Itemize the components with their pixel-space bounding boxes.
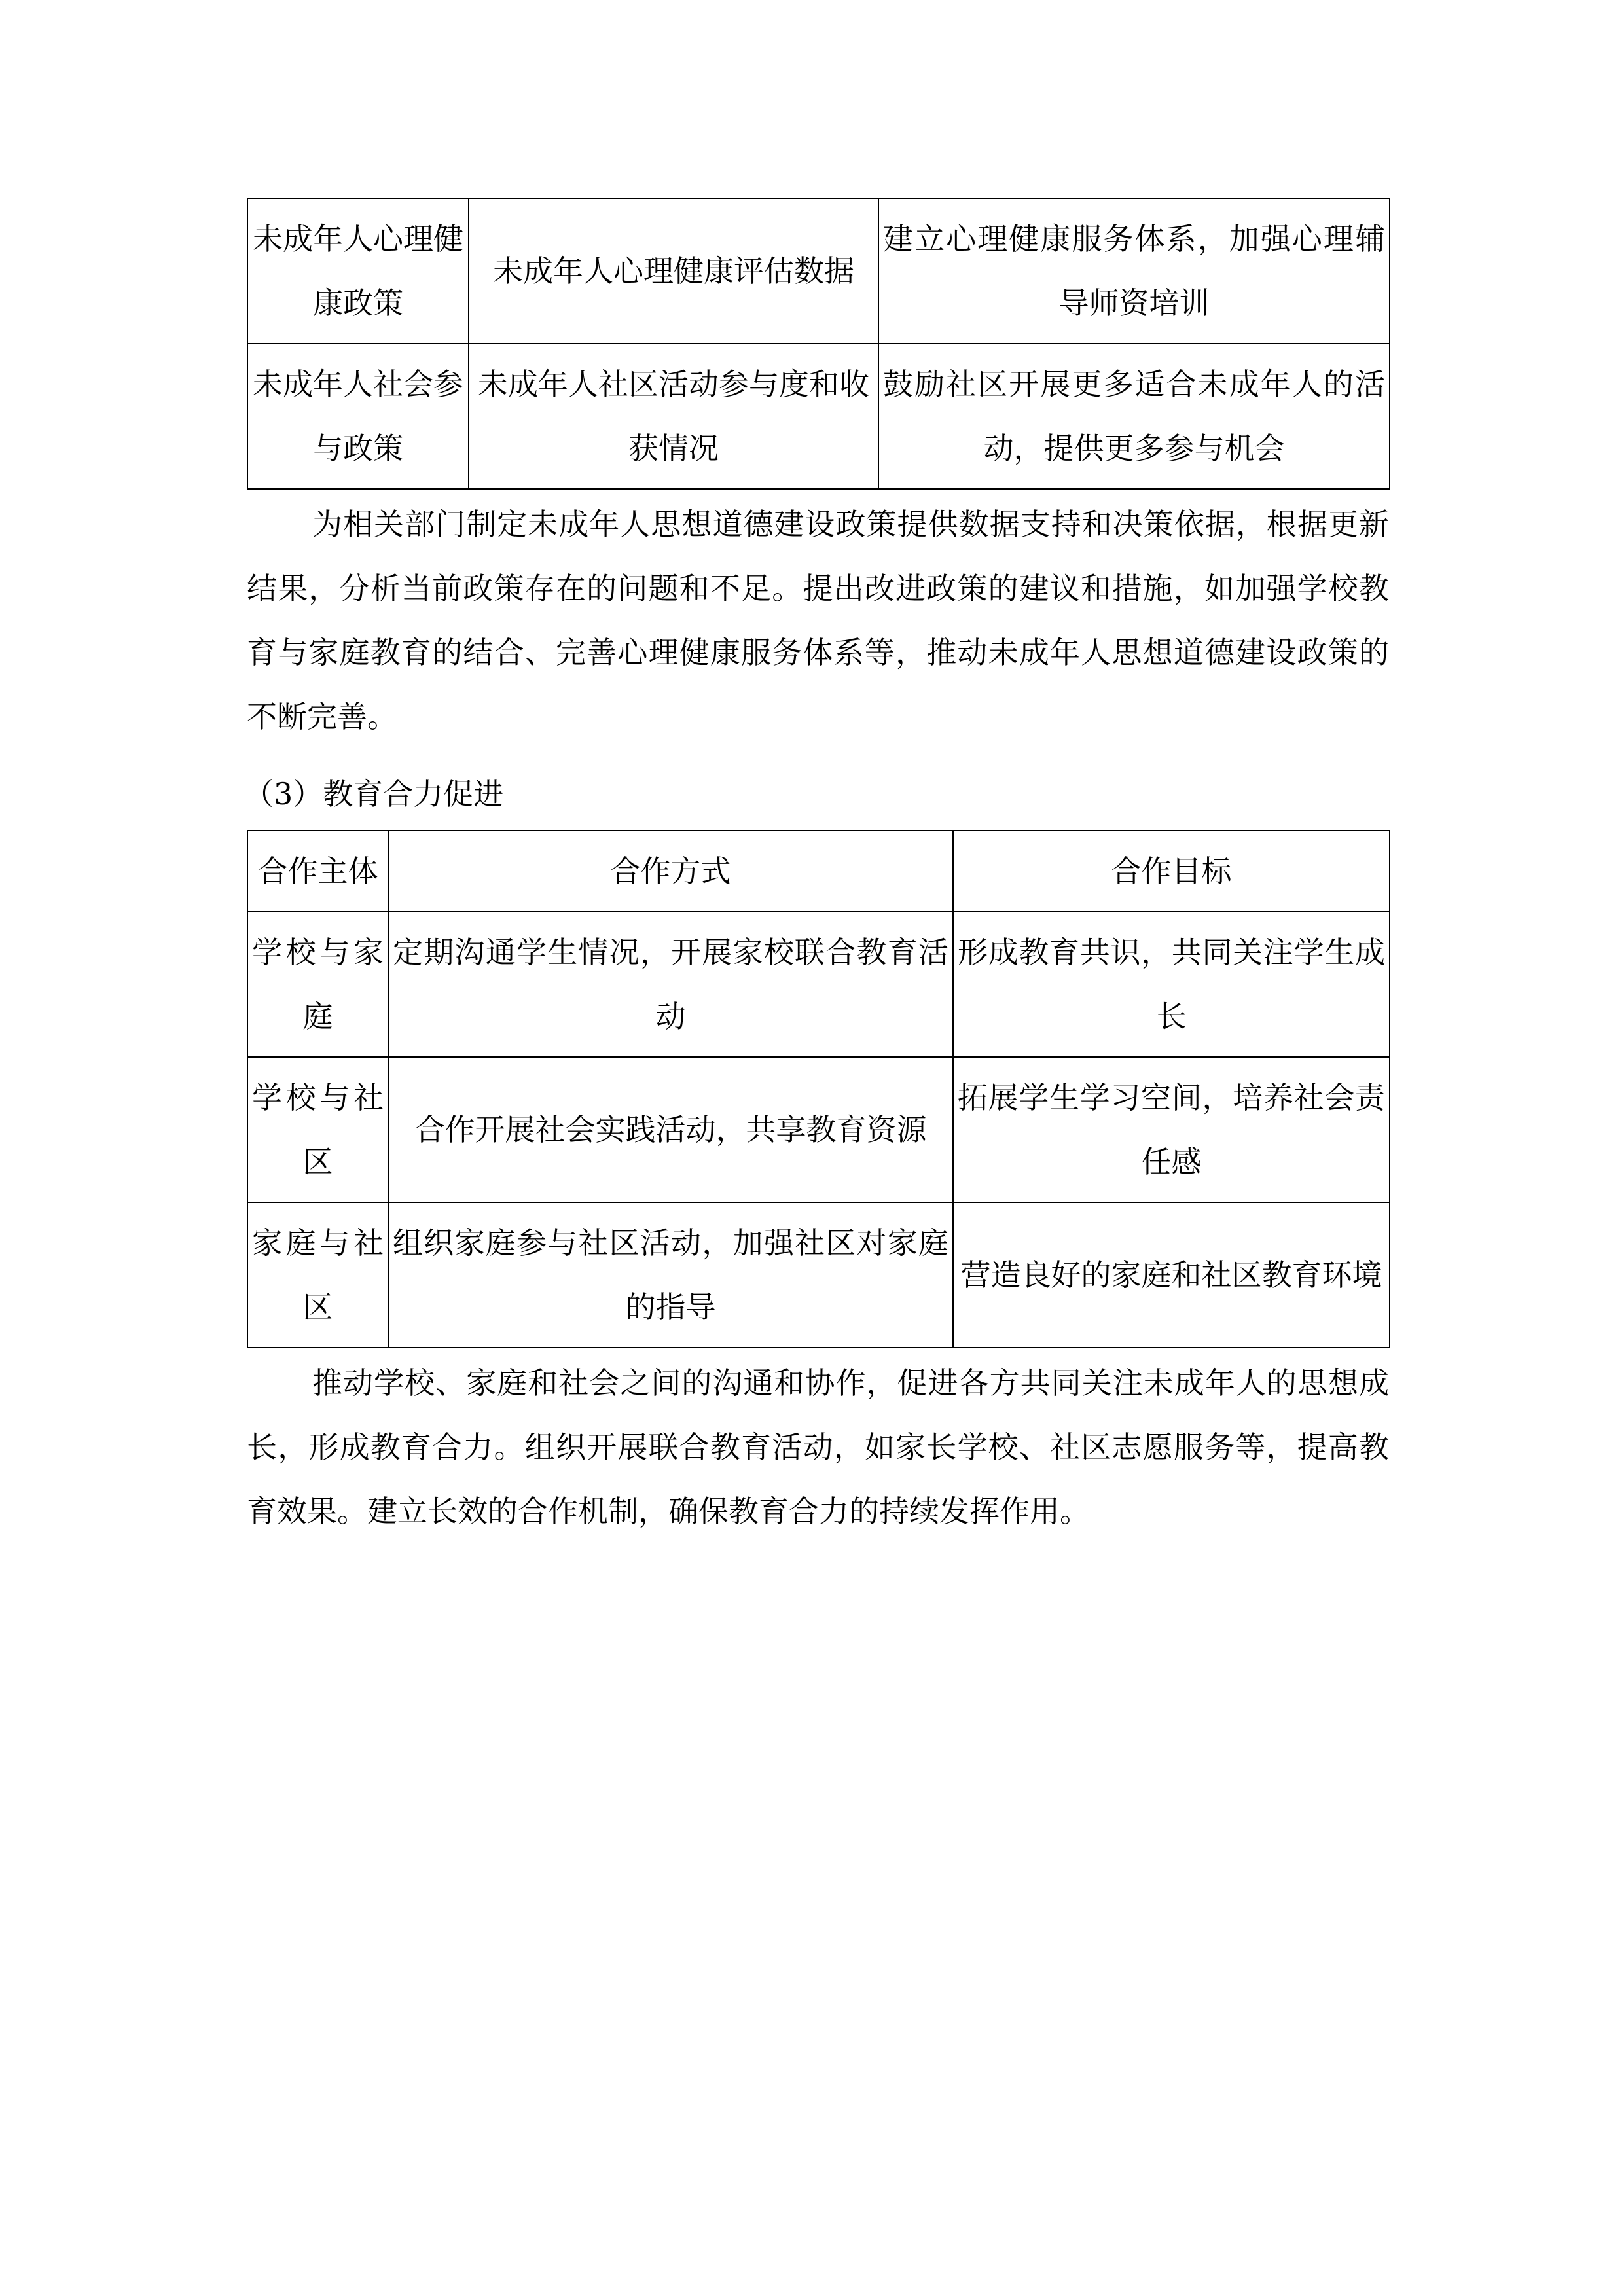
table-row (247, 344, 1390, 489)
policy-table (247, 198, 1390, 490)
table-row (247, 1057, 1390, 1202)
column-header-subject: 合作主体 (247, 831, 388, 912)
cooperation-subject-cell: 家庭与社区 (247, 1202, 388, 1348)
cooperation-subject-cell: 学校与家庭 (247, 912, 388, 1057)
cooperation-method-cell: 组织家庭参与社区活动，加强社区对家庭的指导 (388, 1202, 953, 1348)
column-header-method: 合作方式 (388, 831, 953, 912)
section-heading: （3）教育合力促进 (244, 776, 504, 812)
table-row (247, 198, 1390, 344)
cooperation-goal-cell: 形成教育共识，共同关注学生成长 (953, 912, 1390, 1057)
table-row (247, 1202, 1390, 1348)
policy-name-cell: 未成年人心理健康政策 (247, 198, 469, 344)
cooperation-goal-cell: 拓展学生学习空间，培养社会责任感 (953, 1057, 1390, 1202)
table-header-row (247, 831, 1390, 912)
cooperation-table (247, 830, 1390, 1348)
cooperation-subject-cell: 学校与社区 (247, 1057, 388, 1202)
column-header-goal: 合作目标 (953, 831, 1390, 912)
cooperation-method-cell: 合作开展社会实践活动，共享教育资源 (388, 1057, 953, 1202)
body-paragraph: 推动学校、家庭和社会之间的沟通和协作，促进各方共同关注未成年人的思想成长，形成教育合力。组织开展联合教育活动，如家长学校、社区志愿服务等，提高教育效果。建立长效的合作机制，确保教育合力的持续发挥作用。 (247, 1365, 1389, 1529)
table-row (247, 912, 1390, 1057)
policy-measure-cell: 鼓励社区开展更多适合未成年人的活动，提供更多参与机会 (878, 344, 1390, 489)
policy-name-cell: 未成年人社会参与政策 (247, 344, 469, 489)
cooperation-method-cell: 定期沟通学生情况，开展家校联合教育活动 (388, 912, 953, 1057)
cooperation-goal-cell: 营造良好的家庭和社区教育环境 (953, 1202, 1390, 1348)
body-paragraph: 为相关部门制定未成年人思想道德建设政策提供数据支持和决策依据，根据更新结果，分析当前政策存在的问题和不足。提出改进政策的建议和措施，如加强学校教育与家庭教育的结合、完善心理健康服务体系等，推动未成年人思想道德建设政策的不断完善。 (247, 507, 1389, 734)
policy-measure-cell: 建立心理健康服务体系，加强心理辅导师资培训 (878, 198, 1390, 344)
policy-data-cell: 未成年人社区活动参与度和收获情况 (469, 344, 878, 489)
policy-data-cell: 未成年人心理健康评估数据 (469, 198, 878, 344)
